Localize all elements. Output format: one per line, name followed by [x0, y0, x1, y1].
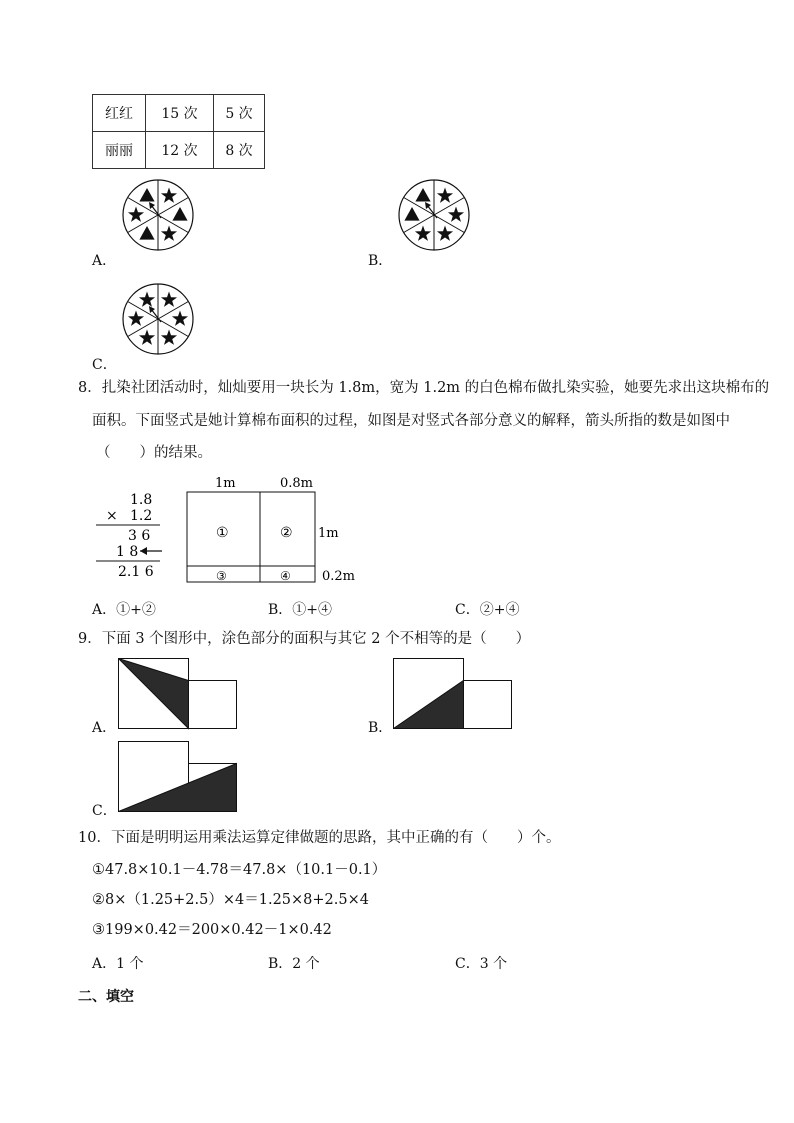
q10-item-3: ③199×0.42＝200×0.42－1×0.42 — [92, 922, 332, 938]
multiplier: 1.2 — [130, 508, 153, 524]
q8-option-a[interactable] — [92, 599, 156, 619]
q10-question: 10．下面是明明运用乘法运算定律做题的思路，其中正确的有（ ）个。 — [78, 830, 561, 846]
vertical-multiplication — [90, 490, 170, 578]
option-text: 3 个 — [479, 956, 508, 972]
label-top-right: 0.8m — [280, 476, 314, 491]
option-text: ②+④ — [479, 602, 520, 618]
option-c-label[interactable]: C． — [92, 357, 117, 373]
q9-option-c[interactable]: C． — [92, 803, 117, 819]
option-label: A． — [92, 956, 117, 972]
cell-3: ③ — [216, 569, 227, 583]
option-text: 1 个 — [116, 956, 144, 972]
q10-option-c[interactable] — [455, 953, 507, 973]
table-cell: 8 次 — [214, 132, 265, 169]
q10-option-b[interactable] — [268, 953, 320, 973]
partial-product-1: 3 6 — [128, 528, 151, 544]
q9-option-b[interactable]: B． — [368, 720, 393, 736]
q9-figure-a — [118, 658, 240, 732]
score-table — [92, 94, 265, 169]
area-outline — [187, 492, 315, 582]
q8-text-line2: 面积。下面竖式是她计算棉布面积的过程，如图是对竖式各部分意义的解释，箭头所指的数是如图中 — [92, 413, 730, 429]
product-result: 2.1 6 — [118, 564, 154, 578]
label-side-bottom: 0.2m — [322, 569, 356, 584]
label-side-top: 1m — [318, 526, 339, 541]
option-a-label[interactable]: A． — [92, 253, 117, 269]
square-small — [464, 681, 512, 729]
table-cell: 12 次 — [146, 132, 214, 169]
option-label: B． — [268, 956, 293, 972]
q9-question: 9．下面 3 个图形中，涂色部分的面积与其它 2 个不相等的是（ ） — [78, 631, 531, 647]
table-row — [93, 132, 265, 169]
option-text: ①+④ — [292, 602, 333, 618]
option-label: B． — [268, 602, 293, 618]
spinner-option-b — [396, 177, 472, 253]
times-sign: × — [106, 508, 118, 524]
table-cell: 丽丽 — [93, 132, 146, 169]
option-b-label[interactable]: B． — [368, 253, 393, 269]
spinner-option-c — [120, 281, 196, 357]
cell-4: ④ — [280, 569, 291, 583]
q10-option-a[interactable] — [92, 953, 143, 973]
spinner-option-a — [120, 177, 196, 253]
q9-figure-c — [118, 741, 240, 815]
table-cell: 5 次 — [214, 95, 265, 132]
table-row — [93, 95, 265, 132]
q9-option-a[interactable]: A． — [92, 720, 117, 736]
area-figure — [180, 472, 360, 584]
q9-figure-b — [393, 658, 515, 732]
multiplicand: 1.8 — [130, 492, 153, 508]
option-text: 2 个 — [292, 956, 320, 972]
section-heading: 二、填空 — [78, 989, 134, 1005]
table-cell: 15 次 — [146, 95, 214, 132]
cell-1: ① — [216, 525, 229, 541]
q8-text-line3: （ ）的结果。 — [96, 445, 212, 461]
option-label: C． — [455, 956, 480, 972]
q8-text-line1: 8．扎染社团活动时，灿灿要用一块长为 1.8m，宽为 1.2m 的白色棉布做扎染实验，她要先求出这块棉布的 — [78, 380, 770, 396]
option-label: C． — [455, 602, 480, 618]
q8-option-b[interactable] — [268, 599, 332, 619]
q10-item-2: ②8×（1.25+2.5）×4＝1.25×8+2.5×4 — [92, 892, 369, 908]
option-text: ①+② — [116, 602, 156, 618]
arrow-head-icon — [140, 547, 147, 555]
option-label: A． — [92, 602, 117, 618]
partial-product-2: 1 8 — [116, 544, 139, 560]
q10-item-1: ①47.8×10.1－4.78＝47.8×（10.1－0.1） — [92, 862, 387, 878]
square-small — [189, 681, 237, 729]
cell-2: ② — [280, 525, 293, 541]
q8-option-c[interactable] — [455, 599, 519, 619]
label-top-left: 1m — [215, 476, 236, 491]
table-cell: 红红 — [93, 95, 146, 132]
